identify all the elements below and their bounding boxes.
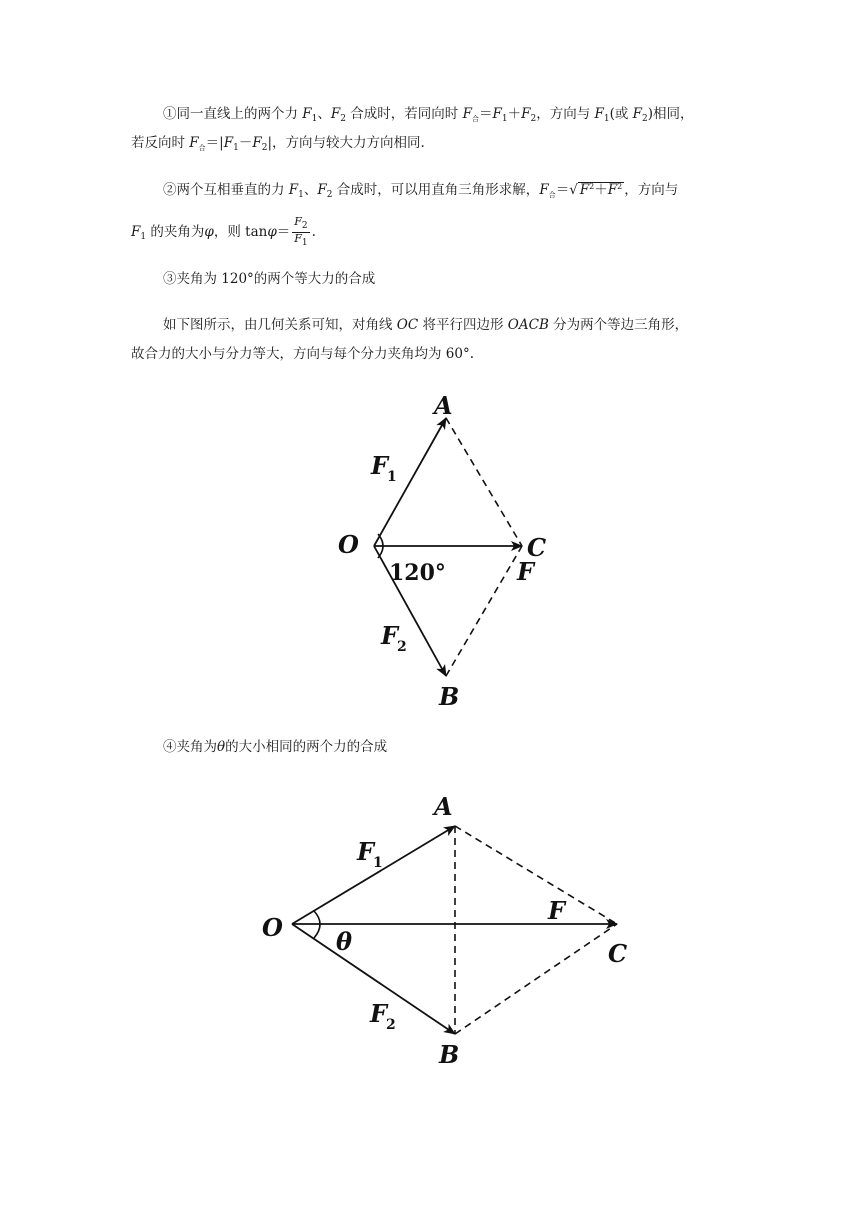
text-run: 的夹角为 <box>146 223 205 240</box>
symbol-f: F <box>252 135 262 151</box>
sqrt-symbol: √ <box>569 182 578 198</box>
subscript: 合 <box>198 144 206 152</box>
text-run: ＋ <box>594 182 608 198</box>
label-a: A <box>434 391 453 420</box>
subscript: 2 <box>340 114 347 124</box>
text-run: ＝ <box>555 182 570 198</box>
subscript: 1 <box>603 114 610 124</box>
label-c: C <box>608 939 628 968</box>
text-run: 如下图所示，由几何关系可知，对角线 <box>163 317 397 333</box>
subscript: 2 <box>642 114 648 124</box>
symbol-f: F <box>539 182 549 198</box>
label-f: F <box>548 896 566 925</box>
label-f1: F <box>371 451 389 480</box>
subscript: 2 <box>530 114 537 124</box>
symbol-f: F <box>462 106 472 122</box>
symbol-f: F <box>632 106 643 122</box>
symbol-f: F <box>189 135 199 151</box>
subscript: 2 <box>301 221 308 231</box>
label-f1: F <box>357 837 375 866</box>
symbol-phi: φ <box>267 223 277 240</box>
subscript: 合 <box>548 191 556 199</box>
subscript: 合 <box>471 115 479 123</box>
label-f2: F <box>370 999 388 1028</box>
text-run: 、 <box>317 106 331 122</box>
text-run: )相同， <box>647 106 694 122</box>
text-run: ④夹角为 <box>163 739 217 755</box>
text-run: ，则 tan <box>213 223 268 240</box>
label-angle-120: 120° <box>389 560 446 586</box>
label-b: B <box>439 682 460 711</box>
label-b: B <box>439 1040 460 1069</box>
symbol-theta: θ <box>217 739 226 755</box>
subscript: 1 <box>140 231 147 242</box>
text-run: ＝ <box>478 106 493 122</box>
text-run: 的大小相同的两个力的合成 <box>225 739 388 755</box>
label-o: O <box>262 913 283 942</box>
label-a: A <box>434 792 453 821</box>
dashed-edge-bc <box>455 924 617 1034</box>
symbol-f: F <box>223 135 234 151</box>
label-f2-subscript: 2 <box>386 1017 396 1033</box>
symbol-f: F <box>302 106 312 122</box>
symbol-f: F <box>288 182 299 198</box>
label-o: O <box>338 530 359 559</box>
text-run: ＝ <box>276 223 291 240</box>
symbol-f: F <box>330 106 341 122</box>
label-f: F <box>517 557 535 586</box>
symbol-f: F <box>131 223 141 240</box>
text-run: 若反向时 <box>131 135 190 151</box>
symbol-oc: OC <box>396 317 419 333</box>
text-run: (或 <box>609 106 633 122</box>
symbol-phi: φ <box>204 223 214 240</box>
label-angle-theta: θ <box>336 927 353 956</box>
symbol-oacb: OACB <box>507 317 549 333</box>
text-run: ①同一直线上的两个力 <box>163 106 303 122</box>
superscript: 2 <box>589 182 595 191</box>
symbol-f: F <box>492 106 502 122</box>
text-run: 将平行四边形 <box>418 317 508 333</box>
symbol-f: F <box>317 182 327 198</box>
text-run: ＋ <box>507 106 522 122</box>
label-f2-subscript: 2 <box>397 639 407 655</box>
text-run: 合成时，若同向时 <box>346 106 463 122</box>
text-run: ②两个互相垂直的力 <box>163 182 289 198</box>
text-run: . <box>311 223 316 240</box>
symbol-f: F <box>521 106 531 122</box>
paragraph-line: 故合力的大小与分力等大，方向与每个分力夹角均为 60°. <box>131 346 475 362</box>
label-f2: F <box>381 621 399 650</box>
subscript: 1 <box>311 114 318 124</box>
text-run: ＝| <box>205 135 224 151</box>
text-run: ，方向与 <box>624 182 679 198</box>
text-run: ，方向与 <box>536 106 595 122</box>
label-f1-subscript: 1 <box>373 855 383 871</box>
subscript: 1 <box>298 190 304 200</box>
subscript: 2 <box>261 143 268 153</box>
subscript: 1 <box>501 114 508 124</box>
subscript: 1 <box>233 143 239 153</box>
symbol-f: F <box>594 106 604 122</box>
text-run: 合成时，可以用直角三角形求解， <box>332 182 540 198</box>
paragraph-line: ③夹角为 120°的两个等大力的合成 <box>163 271 376 287</box>
label-f1-subscript: 1 <box>387 469 397 485</box>
text-run: 、 <box>303 182 318 198</box>
superscript: 2 <box>617 182 623 191</box>
symbol-f: F <box>294 215 302 228</box>
symbol-f: F <box>294 231 302 245</box>
subscript: 2 <box>326 190 333 200</box>
text-run: － <box>238 135 253 151</box>
subscript: 1 <box>301 237 308 248</box>
label-c: C <box>527 533 547 562</box>
symbol-f: F <box>607 182 618 198</box>
text-run: |，方向与较大力方向相同. <box>267 135 425 151</box>
symbol-f: F <box>579 182 590 198</box>
text-run: 分为两个等边三角形， <box>548 317 689 333</box>
dashed-edge-ac <box>455 826 617 924</box>
